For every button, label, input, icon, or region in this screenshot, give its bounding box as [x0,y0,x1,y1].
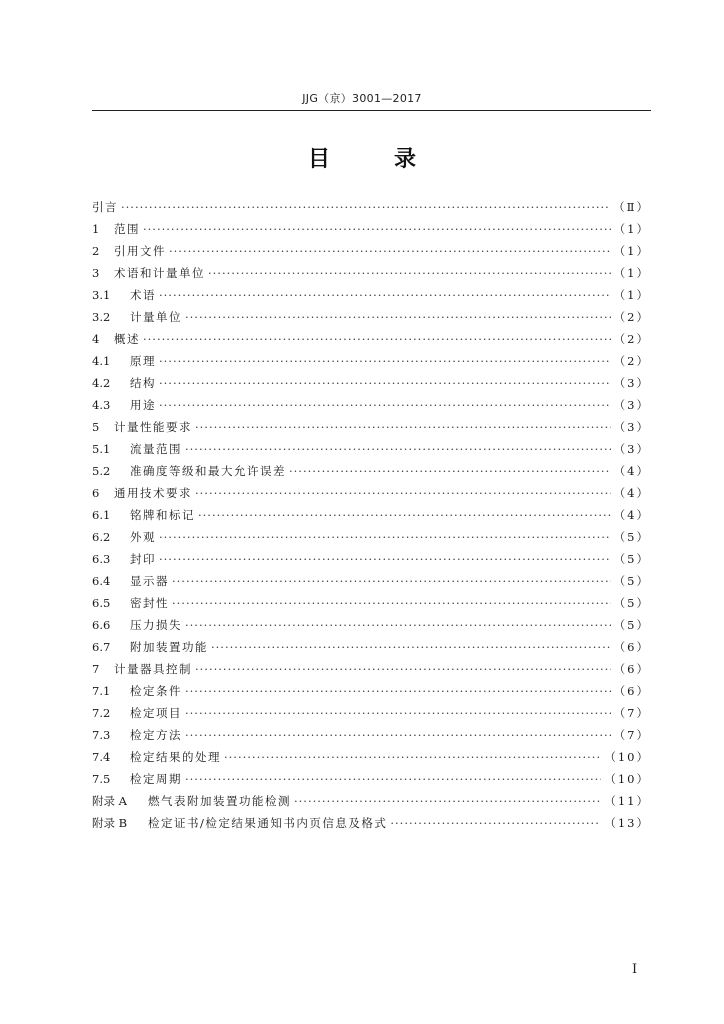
toc-entry[interactable] [92,614,650,636]
toc-entry-number: 3 [92,266,100,280]
toc-entry-title: 概述 [114,332,140,346]
toc-entry-page: （11） [604,794,650,808]
toc-entry-title: 检定方法 [130,728,182,742]
toc-entry-title: 密封性 [130,596,169,610]
toc-entry-page: （1） [613,288,650,302]
toc-dot-leader [185,306,611,328]
toc-entry-title: 检定项目 [130,706,182,720]
toc-entry-title: 压力损失 [130,618,182,632]
toc-entry-title: 术语 [130,288,156,302]
toc-entry[interactable] [92,658,650,680]
toc-dot-leader [195,482,611,504]
toc-dot-leader [198,504,611,526]
toc-entry[interactable] [92,592,650,614]
toc-entry-title: 通用技术要求 [114,486,192,500]
toc-entry-number: 4.2 [92,376,111,390]
toc-entry-page: （10） [604,772,650,786]
toc-entry[interactable] [92,548,650,570]
toc-entry[interactable] [92,702,650,724]
toc-entry-number: 7.1 [92,684,111,698]
toc-entry[interactable] [92,284,650,306]
toc-dot-leader [208,262,611,284]
toc-entry-title: 燃气表附加装置功能检测 [148,794,291,808]
toc-entry[interactable] [92,768,650,790]
toc-entry-title: 铭牌和标记 [130,508,195,522]
toc-dot-leader [172,592,611,614]
toc-entry-page: （3） [613,376,650,390]
toc-entry-number: 6.4 [92,574,111,588]
toc-entry-title: 用途 [130,398,156,412]
toc-entry-page: （6） [613,662,650,676]
toc-dot-leader [172,570,611,592]
toc-entry-page: （7） [613,728,650,742]
toc-entry-number: 7.4 [92,750,111,764]
toc-entry-number: 3.1 [92,288,111,302]
toc-entry[interactable] [92,746,650,768]
toc-entry-number: 7.2 [92,706,111,720]
toc-dot-leader [159,394,611,416]
toc-entry-number: 4 [92,332,100,346]
toc-entry-number: 5.1 [92,442,111,456]
toc-entry[interactable] [92,680,650,702]
toc-entry-title: 检定周期 [130,772,182,786]
toc-entry-title: 引用文件 [114,244,166,258]
toc-dot-leader [294,790,601,812]
toc-entry[interactable] [92,306,650,328]
toc-entry-page: （4） [613,464,650,478]
toc-dot-leader [211,636,611,658]
toc-entry-number: 6.7 [92,640,111,654]
toc-entry-title: 封印 [130,552,156,566]
toc-dot-leader [159,284,611,306]
header-rule [92,110,651,111]
toc-entry[interactable] [92,812,650,834]
toc-entry-page: （2） [613,332,650,346]
toc-entry-number: 6.2 [92,530,111,544]
toc-entry-title: 检定条件 [130,684,182,698]
toc-dot-leader [143,328,611,350]
toc-entry-page: （1） [613,266,650,280]
toc-entry-number: 5.2 [92,464,111,478]
toc-entry[interactable] [92,218,650,240]
toc-dot-leader [195,658,611,680]
toc-dot-leader [185,614,611,636]
toc-dot-leader [185,724,611,746]
toc-entry[interactable] [92,570,650,592]
toc-entry-number: 4.1 [92,354,111,368]
toc-dot-leader [185,680,611,702]
toc-dot-leader [169,240,611,262]
toc-dot-leader [121,196,610,218]
toc-entry-number: 2 [92,244,100,258]
toc-entry-page: （2） [613,310,650,324]
title-char-2: 录 [394,147,417,172]
toc-entry-number: 4.3 [92,398,111,412]
toc-entry[interactable] [92,328,650,350]
toc-entry-title: 准确度等级和最大允许误差 [130,464,286,478]
toc-entry[interactable] [92,240,650,262]
toc-entry-title: 外观 [130,530,156,544]
toc-entry-number: 7 [92,662,100,676]
toc-dot-leader [390,812,601,834]
table-of-contents [92,196,650,834]
toc-entry-page: （3） [613,420,650,434]
toc-entry[interactable] [92,394,650,416]
toc-entry-page: （6） [613,640,650,654]
toc-entry-page: （3） [613,442,650,456]
toc-entry[interactable] [92,526,650,548]
toc-entry-page: （4） [613,486,650,500]
toc-entry-number: 6.5 [92,596,111,610]
toc-dot-leader [185,702,611,724]
toc-dot-leader [185,768,601,790]
toc-entry-number: 5 [92,420,100,434]
toc-dot-leader [159,526,611,548]
toc-dot-leader [159,372,611,394]
toc-entry-page: （5） [613,596,650,610]
toc-entry-page: （6） [613,684,650,698]
toc-entry-number: 6 [92,486,100,500]
toc-entry-page: （1） [613,222,650,236]
toc-entry-title: 原理 [130,354,156,368]
toc-entry-page: （3） [613,398,650,412]
page-title [0,142,724,173]
toc-entry-page: （Ⅱ） [613,200,650,214]
page-number: Ⅰ [632,962,638,977]
toc-dot-leader [289,460,611,482]
toc-entry[interactable] [92,196,650,218]
toc-entry-number: 附录 A [92,794,127,808]
toc-entry-page: （5） [613,618,650,632]
toc-entry-number: 附录 B [92,816,128,830]
toc-entry[interactable] [92,372,650,394]
toc-entry-title: 引言 [92,200,118,214]
toc-entry-number: 6.6 [92,618,111,632]
title-char-1: 目 [307,147,330,172]
toc-entry-number: 7.5 [92,772,111,786]
toc-entry-page: （5） [613,552,650,566]
toc-entry-number: 6.1 [92,508,111,522]
toc-entry-page: （5） [613,530,650,544]
toc-entry[interactable] [92,636,650,658]
toc-entry[interactable] [92,350,650,372]
toc-dot-leader [195,416,611,438]
toc-entry-title: 检定结果的处理 [130,750,221,764]
toc-entry[interactable] [92,460,650,482]
toc-entry-page: （1） [613,244,650,258]
toc-entry-page: （7） [613,706,650,720]
toc-dot-leader [185,438,611,460]
toc-entry-title: 计量性能要求 [114,420,192,434]
toc-entry-title: 流量范围 [130,442,182,456]
toc-dot-leader [143,218,611,240]
toc-entry-number: 3.2 [92,310,111,324]
toc-entry[interactable] [92,482,650,504]
toc-entry[interactable] [92,790,650,812]
toc-entry-title: 计量器具控制 [114,662,192,676]
toc-dot-leader [159,548,611,570]
toc-entry-title: 范围 [114,222,140,236]
toc-dot-leader [159,350,611,372]
toc-entry[interactable] [92,504,650,526]
toc-entry-title: 检定证书/检定结果通知书内页信息及格式 [148,816,388,830]
toc-entry-number: 7.3 [92,728,111,742]
toc-entry-title: 结构 [130,376,156,390]
toc-entry-number: 1 [92,222,100,236]
toc-entry-title: 术语和计量单位 [114,266,205,280]
toc-dot-leader [224,746,601,768]
toc-entry-page: （13） [604,816,650,830]
toc-entry[interactable] [92,262,650,284]
toc-entry[interactable] [92,438,650,460]
toc-entry-page: （5） [613,574,650,588]
toc-entry-title: 附加装置功能 [130,640,208,654]
toc-entry-page: （4） [613,508,650,522]
document-code-header: JJG（京）3001—2017 [302,92,422,105]
toc-entry-page: （2） [613,354,650,368]
toc-entry-title: 显示器 [130,574,169,588]
toc-entry-page: （10） [604,750,650,764]
toc-entry-number: 6.3 [92,552,111,566]
toc-entry[interactable] [92,416,650,438]
toc-entry[interactable] [92,724,650,746]
toc-entry-title: 计量单位 [130,310,182,324]
